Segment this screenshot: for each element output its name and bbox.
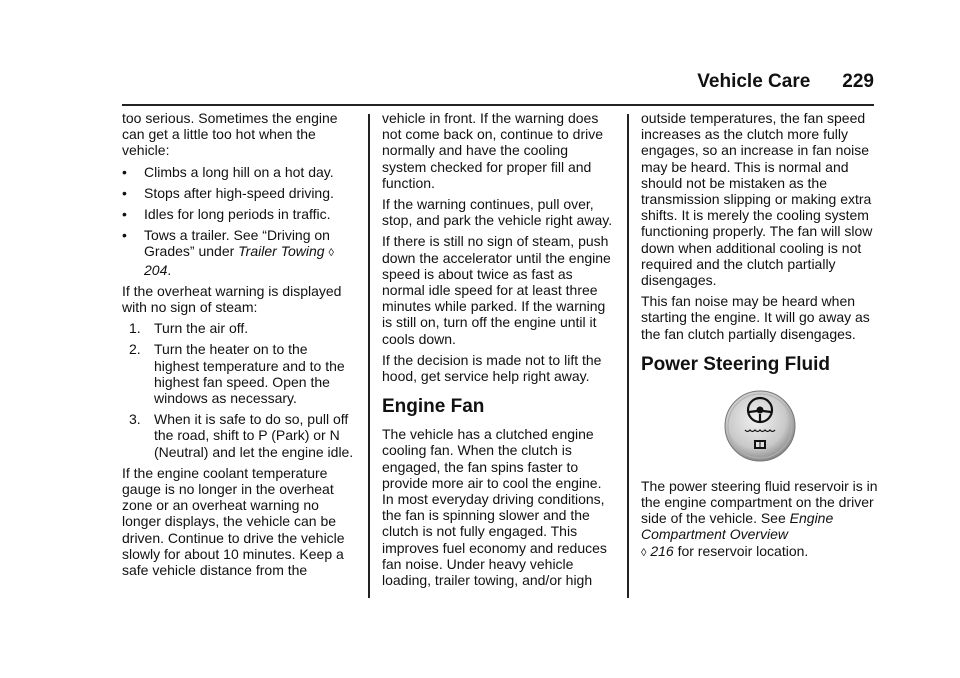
page-header [697, 71, 874, 93]
paragraph: If the warning continues, pull over, stop, and park the vehicle right away. [382, 196, 613, 229]
header-rule [122, 104, 874, 106]
column-2 [382, 110, 614, 593]
list-item: • Tows a trailer. See “Driving on Grades” under Trailer Towing ◊ 204. [122, 227, 334, 278]
engine-fan-paragraph: The vehicle has a clutched engine cooling fan. When the clutch is engaged, the fan spins faster to provide more air to cool the engine. In most everyday driving conditions, the fan is spinning slower and the clutch is not fully engaged. This improves fuel economy and reduces fan noise. Under heavy vehicle loading, trailer towing, and/or high [382, 426, 607, 589]
power-steering-heading: Power Steering Fluid [641, 353, 830, 375]
step-item: 1. Turn the air off. [129, 320, 249, 337]
power-steering-paragraph: The power steering fluid reservoir is in the engine compartment on the driver side of the vehicle. See Engine Compartment Overview ◊ 216 for reservoir location. [641, 477, 878, 559]
list-item: • Climbs a long hill on a hot day. [122, 163, 334, 180]
intro-paragraph: too serious. Sometimes the engine can get a little too hot when the vehicle: [122, 110, 338, 159]
bullet-icon: • [122, 206, 127, 223]
bullet-icon: • [122, 227, 127, 244]
paragraph: This fan noise may be heard when starting the engine. It will go away as the fan clutch partially disengages. [641, 293, 870, 342]
page-number: 229 [842, 71, 874, 92]
paragraph: vehicle in front. If the warning does not come back on, continue to drive normally and have the cooling system checked for proper fill and function. [382, 110, 604, 191]
page-reference[interactable]: 216 [650, 542, 674, 559]
list-item: • Stops after high-speed driving. [122, 184, 334, 201]
section-title: Vehicle Care [697, 71, 811, 92]
paragraph: If the decision is made not to lift the hood, get service help right away. [382, 351, 602, 385]
list-item: • Idles for long periods in traffic. [122, 206, 331, 223]
page-reference[interactable]: 204 [144, 261, 168, 278]
paragraph: outside temperatures, the fan speed increases as the clutch more fully engages, so an increase in fan noise may be heard. This is normal and should not be mistaken as the transmission slipping or making extra shifts. It is merely the cooling system functioning properly. The fan will slow down when additional cooling is not required and the clutch partially disengages. [641, 110, 873, 289]
column-divider-2 [627, 114, 629, 598]
step-item: 2. Turn the heater on to the highest temperature and to the highest fan speed. Open the windows as necessary. [129, 341, 345, 407]
column-1 [122, 110, 354, 583]
bullet-icon: • [122, 163, 127, 180]
power-steering-fluid-cap-icon [723, 386, 797, 466]
icon-container [641, 386, 879, 466]
engine-compartment-overview-link[interactable]: Engine Compartment Overview [641, 510, 834, 543]
trailer-towing-link[interactable]: Trailer Towing [238, 243, 325, 260]
overheat-intro: If the overheat warning is displayed with no sign of steam: [122, 282, 342, 316]
column-3 [641, 110, 879, 566]
paragraph: If there is still no sign of steam, push down the accelerator until the engine speed is about twice as fast as normal idle speed for at least three minutes while parked. If the warning is still on, turn off the engine until it cools down. [382, 233, 611, 347]
page-reference-icon: ◊ [641, 546, 647, 559]
step-item: 3. When it is safe to do so, pull off the road, shift to P (Park) or N (Neutral) and let the engine idle. [129, 411, 354, 460]
column-divider-1 [368, 114, 370, 598]
page-reference-icon: ◊ [328, 247, 334, 260]
coolant-paragraph: If the engine coolant temperature gauge is no longer in the overheat zone or an overheat warning no longer displays, the vehicle can be driven. Continue to drive the vehicle slowly for about 10 minutes. Keep a safe vehicle distance from the [122, 464, 345, 579]
bullet-icon: • [122, 184, 127, 201]
engine-fan-heading: Engine Fan [382, 396, 485, 418]
